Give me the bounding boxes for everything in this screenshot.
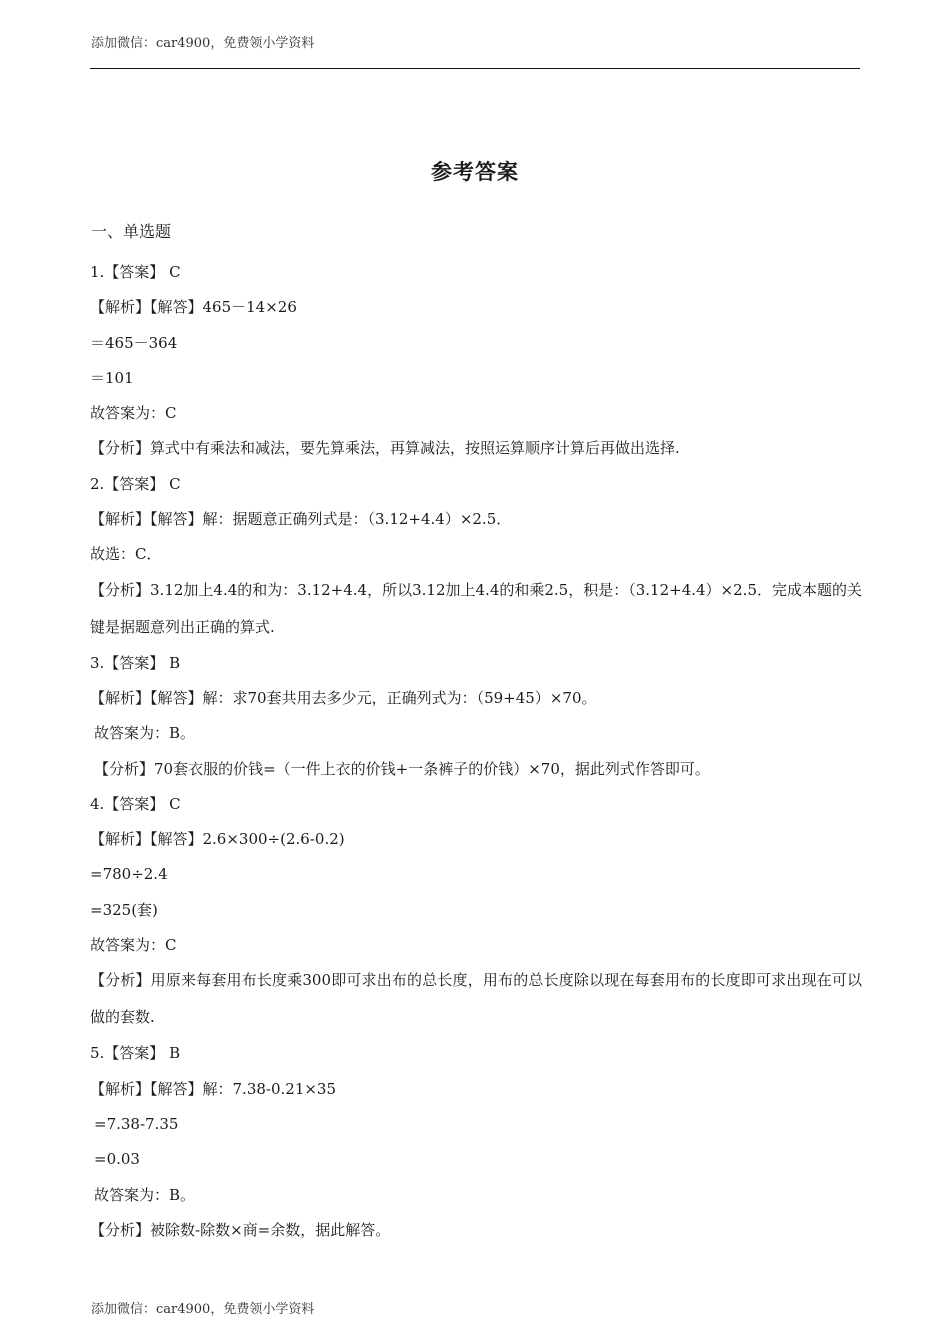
conclusion-line: 故答案为：B。 — [94, 724, 196, 743]
solution-step: =325(套) — [90, 900, 158, 919]
solution-line: 【解析】【解答】解：求70套共用去多少元，正确列式为：（59+45）×70。 — [90, 688, 597, 707]
solution-line: 【解析】【解答】解：据题意正确列式是：（3.12+4.4）×2.5． — [90, 510, 512, 529]
analysis-paragraph: 【分析】3.12加上4.4的和为：3.12+4.4，所以3.12加上4.4的和乘2.5，积是：（3.12+4.4）×2.5．完成本题的关键是据题意列出正确的算式. — [90, 580, 862, 636]
solution-step: =0.03 — [94, 1150, 140, 1169]
solution-line: 【解析】【解答】解：7.38-0.21×35 — [90, 1079, 337, 1098]
answer-label-1: 1.【答案】 C — [90, 263, 181, 281]
answer-label-3: 3.【答案】 B — [90, 653, 181, 672]
analysis-line: 【分析】算式中有乘法和减法，要先算乘法，再算减法，按照运算顺序计算后再做出选择. — [90, 439, 680, 458]
conclusion-line: 故答案为：C — [90, 404, 177, 423]
section-heading: 一、单选题 — [91, 222, 172, 241]
header-divider — [90, 68, 860, 69]
conclusion-line: 故答案为：C — [90, 936, 177, 955]
answer-label-2: 2.【答案】 C — [90, 474, 181, 493]
analysis-paragraph: 【分析】用原来每套用布长度乘300即可求出布的总长度，用布的总长度除以现在每套用布的长度即可求出现在可以做的套数. — [90, 971, 862, 1027]
answer-label-5: 5.【答案】 B — [90, 1044, 181, 1063]
conclusion-line: 故答案为：B。 — [94, 1185, 196, 1204]
solution-step: ＝101 — [90, 368, 134, 387]
solution-step: =780÷2.4 — [90, 865, 168, 884]
solution-step: ＝465－364 — [90, 333, 178, 352]
answer-content — [90, 262, 862, 1255]
header-note: 添加微信：car4900，免费领小学资料 — [91, 36, 315, 51]
solution-line: 【解析】【解答】465－14×26 — [90, 298, 297, 317]
analysis-line: 【分析】70套衣服的价钱=（一件上衣的价钱+一条裤子的价钱）×70，据此列式作答即可。 — [94, 759, 710, 778]
solution-step: =7.38-7.35 — [94, 1114, 179, 1133]
page-title: 参考答案 — [431, 159, 519, 184]
answer-label-4: 4.【答案】 C — [90, 794, 181, 813]
conclusion-line: 故选：C． — [90, 545, 162, 564]
footer-note: 添加微信：car4900，免费领小学资料 — [91, 1302, 315, 1317]
solution-line: 【解析】【解答】2.6×300÷(2.6-0.2) — [90, 830, 345, 849]
analysis-line: 【分析】被除数-除数×商=余数，据此解答。 — [90, 1220, 391, 1239]
